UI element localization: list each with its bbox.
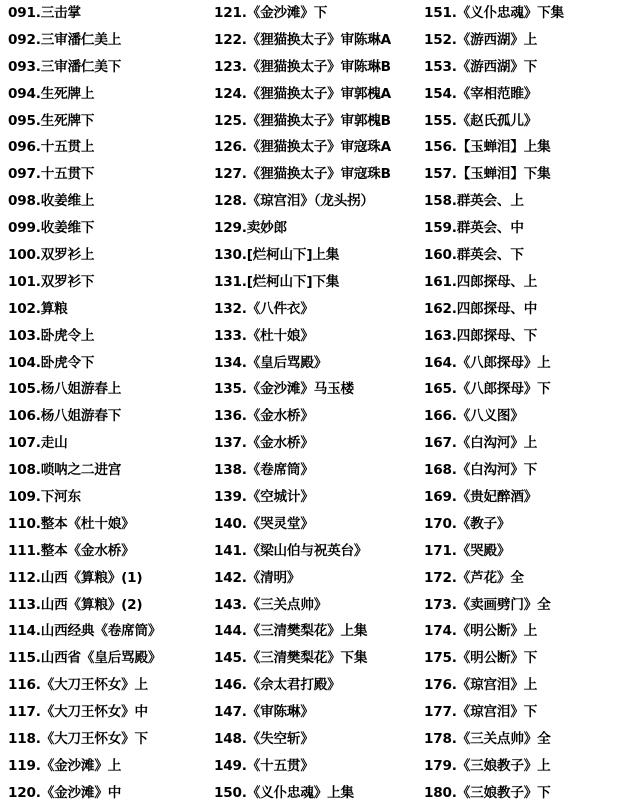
- list-item: 128.《琼宫泪》（龙头拐）: [214, 193, 374, 210]
- list-item: 138.《卷席筒》: [214, 462, 314, 479]
- list-item: 136.《金水桥》: [214, 408, 314, 425]
- list-item: 150.《义仆忠魂》上集: [214, 784, 354, 801]
- list-item: 149.《十五贯》: [214, 757, 314, 774]
- list-item: 137.《金水桥》: [214, 435, 314, 452]
- list-item: 148.《失空斩》: [214, 731, 314, 748]
- list-item: 108.唢呐之二进宫: [8, 462, 122, 479]
- list-item: 174.《明公断》上: [424, 623, 538, 640]
- list-item: 129.卖妙郎: [214, 220, 287, 237]
- list-item: 095.生死牌下: [8, 112, 95, 129]
- list-item: 159.群英会、中: [424, 220, 524, 237]
- list-item: 167.《白沟河》上: [424, 435, 538, 452]
- list-item: 099.收姜维下: [8, 220, 95, 237]
- list-item: 093.三审潘仁美下: [8, 58, 122, 75]
- list-item: 143.《三关点帅》: [214, 596, 328, 613]
- list-item: 135.《金沙滩》马玉楼: [214, 381, 354, 398]
- list-item: 101.双罗衫下: [8, 273, 95, 290]
- list-item: 175.《明公断》下: [424, 650, 538, 667]
- list-item: 155.《赵氏孤儿》: [424, 112, 538, 129]
- list-item: 140.《哭灵堂》: [214, 515, 314, 532]
- list-column-1: [8, 0, 223, 807]
- list-item: 092.三审潘仁美上: [8, 31, 122, 48]
- list-item: 158.群英会、上: [424, 193, 524, 210]
- list-item: 096.十五贯上: [8, 139, 95, 156]
- list-item: 116.《大刀王怀女》上: [8, 677, 148, 694]
- list-item: 126.《狸猫换太子》审寇珠A: [214, 139, 391, 156]
- list-item: 124.《狸猫换太子》审郭槐A: [214, 85, 391, 102]
- list-item: 119.《金沙滩》上: [8, 757, 122, 774]
- list-item: 133.《杜十娘》: [214, 327, 314, 344]
- list-item: 165.《八郎探母》下: [424, 381, 551, 398]
- list-item: 180.《三娘教子》下: [424, 784, 551, 801]
- list-item: 146.《佘太君打殿》: [214, 677, 341, 694]
- list-item: 113.山西《算粮》(2): [8, 596, 143, 613]
- list-item: 142.《清明》: [214, 569, 301, 586]
- list-item: 103.卧虎令上: [8, 327, 95, 344]
- list-item: 170.《教子》: [424, 515, 511, 532]
- list-item: 134.《皇后骂殿》: [214, 354, 328, 371]
- list-item: 107.走山: [8, 435, 68, 452]
- list-item: 172.《芦花》全: [424, 569, 524, 586]
- list-item: 098.收姜维上: [8, 193, 95, 210]
- list-item: 144.《三清樊梨花》上集: [214, 623, 368, 640]
- list-column-2: [214, 0, 426, 807]
- list-item: 160.群英会、下: [424, 247, 524, 264]
- list-item: 097.十五贯下: [8, 166, 95, 183]
- list-item: 152.《游西湖》上: [424, 31, 538, 48]
- list-item: 156.【玉蝉泪】上集: [424, 139, 551, 156]
- list-item: 130.[烂柯山下]上集: [214, 247, 340, 264]
- list-item: 162.四郎探母、中: [424, 300, 538, 317]
- list-item: 118.《大刀王怀女》下: [8, 731, 148, 748]
- list-item: 111.整本《金水桥》: [8, 542, 135, 559]
- list-item: 178.《三关点帅》全: [424, 731, 551, 748]
- list-item: 147.《审陈琳》: [214, 704, 314, 721]
- list-item: 157.【玉蝉泪】下集: [424, 166, 551, 183]
- list-item: 153.《游西湖》下: [424, 58, 538, 75]
- list-item: 173.《卖画劈门》全: [424, 596, 551, 613]
- list-column-3: [424, 0, 621, 807]
- list-item: 161.四郎探母、上: [424, 273, 538, 290]
- list-item: 151.《义仆忠魂》下集: [424, 5, 564, 21]
- list-item: 169.《贵妃醉酒》: [424, 489, 538, 506]
- list-item: 109.下河东: [8, 489, 81, 506]
- list-item: 104.卧虎令下: [8, 354, 95, 371]
- list-item: 110.整本《杜十娘》: [8, 515, 135, 532]
- list-item: 125.《狸猫换太子》审郭槐B: [214, 112, 391, 129]
- list-item: 177.《琼宫泪》下: [424, 704, 538, 721]
- list-item: 120.《金沙滩》中: [8, 784, 122, 801]
- list-item: 102.算粮: [8, 300, 68, 317]
- list-item: 115.山西省《皇后骂殿》: [8, 650, 162, 667]
- list-item: 171.《哭殿》: [424, 542, 511, 559]
- list-item: 154.《宰相范睢》: [424, 85, 538, 102]
- list-item: 166.《八义图》: [424, 408, 524, 425]
- list-item: 106.杨八姐游春下: [8, 408, 122, 425]
- list-item: 139.《空城计》: [214, 489, 314, 506]
- list-item: 163.四郎探母、下: [424, 327, 538, 344]
- list-item: 114.山西经典《卷席筒》: [8, 623, 162, 640]
- list-item: 179.《三娘教子》上: [424, 757, 551, 774]
- list-item: 112.山西《算粮》(1): [8, 569, 143, 586]
- list-item: 132.《八件衣》: [214, 300, 314, 317]
- list-item: 131.[烂柯山下]下集: [214, 273, 340, 290]
- list-item: 123.《狸猫换太子》审陈琳B: [214, 58, 391, 75]
- list-item: 164.《八郎探母》上: [424, 354, 551, 371]
- list-item: 176.《琼宫泪》上: [424, 677, 538, 694]
- list-item: 145.《三清樊梨花》下集: [214, 650, 368, 667]
- list-item: 127.《狸猫换太子》审寇珠B: [214, 166, 391, 183]
- list-item: 094.生死牌上: [8, 85, 95, 102]
- list-item: 100.双罗衫上: [8, 247, 95, 264]
- list-item: 117.《大刀王怀女》中: [8, 704, 148, 721]
- list-item: 121.《金沙滩》下: [214, 5, 328, 21]
- list-item: 168.《白沟河》下: [424, 462, 538, 479]
- list-item: 105.杨八姐游春上: [8, 381, 122, 398]
- list-item: 141.《梁山伯与祝英台》: [214, 542, 368, 559]
- list-item: 091.三击掌: [8, 5, 81, 21]
- list-item: 122.《狸猫换太子》审陈琳A: [214, 31, 391, 48]
